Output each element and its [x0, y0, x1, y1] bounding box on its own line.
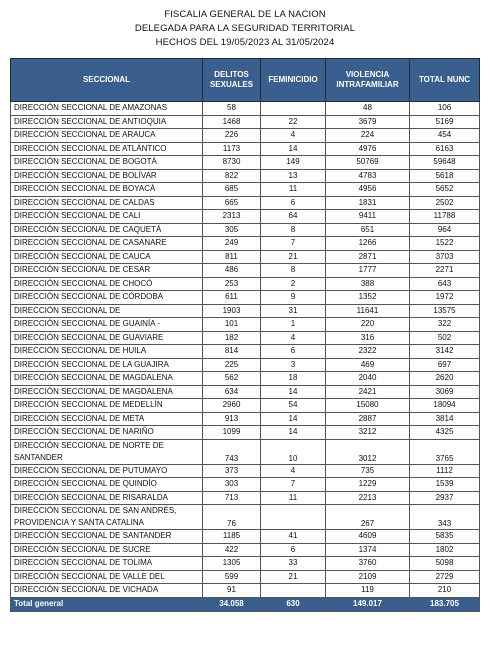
cell-feminicidio — [261, 584, 326, 598]
cell-total: 106 — [410, 102, 480, 116]
cell-total: 3142 — [410, 345, 480, 359]
cell-seccional: DIRECCIÓN SECCIONAL DE SAN ANDRÉS, PROVIDENCIA Y SANTA CATALINA — [11, 505, 203, 530]
table-row — [11, 223, 480, 237]
cell-total: 343 — [410, 505, 480, 530]
cell-violencia-intrafamiliar: 651 — [326, 223, 410, 237]
cell-delitos-sexuales: 2960 — [203, 399, 261, 413]
cell-feminicidio: 8 — [261, 223, 326, 237]
cell-delitos-sexuales: 1185 — [203, 530, 261, 544]
cell-violencia-intrafamiliar: 4956 — [326, 183, 410, 197]
table-row — [11, 372, 480, 386]
cell-seccional: DIRECCIÓN SECCIONAL DE MAGDALENA — [11, 372, 203, 386]
cell-seccional: DIRECCIÓN SECCIONAL DE HUILA — [11, 345, 203, 359]
cell-seccional: DIRECCIÓN SECCIONAL DE GUAVIARE — [11, 331, 203, 345]
cell-seccional: DIRECCIÓN SECCIONAL DE VALLE DEL — [11, 570, 203, 584]
cell-delitos-sexuales: 58 — [203, 102, 261, 116]
cell-delitos-sexuales: 814 — [203, 345, 261, 359]
table-row — [11, 102, 480, 116]
cell-seccional: DIRECCIÓN SECCIONAL DE CHOCÓ — [11, 277, 203, 291]
cell-total: 2502 — [410, 196, 480, 210]
total-violencia-intrafamiliar: 149.017 — [326, 597, 410, 611]
cell-violencia-intrafamiliar: 1352 — [326, 291, 410, 305]
column-header-violencia-intrafamiliar: VIOLENCIA INTRAFAMILIAR — [326, 59, 410, 102]
cell-violencia-intrafamiliar: 735 — [326, 464, 410, 478]
table-row — [11, 385, 480, 399]
table-row — [11, 304, 480, 318]
cell-seccional: DIRECCIÓN SECCIONAL DE VICHADA — [11, 584, 203, 598]
table-header-row — [11, 59, 480, 102]
cell-delitos-sexuales: 822 — [203, 169, 261, 183]
table-row — [11, 142, 480, 156]
cell-delitos-sexuales: 599 — [203, 570, 261, 584]
cell-delitos-sexuales: 8730 — [203, 156, 261, 170]
cell-delitos-sexuales: 422 — [203, 543, 261, 557]
cell-feminicidio: 21 — [261, 570, 326, 584]
cell-delitos-sexuales: 665 — [203, 196, 261, 210]
cell-feminicidio: 1 — [261, 318, 326, 332]
cell-total: 3703 — [410, 250, 480, 264]
cell-violencia-intrafamiliar: 15080 — [326, 399, 410, 413]
cell-violencia-intrafamiliar: 50769 — [326, 156, 410, 170]
cell-violencia-intrafamiliar: 3760 — [326, 557, 410, 571]
table-row — [11, 129, 480, 143]
cell-delitos-sexuales: 562 — [203, 372, 261, 386]
cell-delitos-sexuales: 1468 — [203, 115, 261, 129]
cell-total: 5652 — [410, 183, 480, 197]
cell-total: 3814 — [410, 412, 480, 426]
cell-violencia-intrafamiliar: 119 — [326, 584, 410, 598]
cell-total: 59648 — [410, 156, 480, 170]
cell-violencia-intrafamiliar: 9411 — [326, 210, 410, 224]
cell-seccional: DIRECCIÓN SECCIONAL DE BOYACÁ — [11, 183, 203, 197]
table-row — [11, 584, 480, 598]
cell-violencia-intrafamiliar: 1777 — [326, 264, 410, 278]
cell-total: 3765 — [410, 439, 480, 464]
header-line-1: FISCALIA GENERAL DE LA NACION — [164, 9, 326, 20]
cell-feminicidio: 6 — [261, 543, 326, 557]
cell-violencia-intrafamiliar: 224 — [326, 129, 410, 143]
cell-total: 5098 — [410, 557, 480, 571]
cell-delitos-sexuales: 1099 — [203, 426, 261, 440]
cell-feminicidio: 14 — [261, 412, 326, 426]
cell-total: 210 — [410, 584, 480, 598]
cell-seccional: DIRECCIÓN SECCIONAL DE MAGDALENA — [11, 385, 203, 399]
cell-seccional: DIRECCIÓN SECCIONAL DE — [11, 304, 203, 318]
table-row — [11, 264, 480, 278]
data-table — [10, 58, 480, 612]
cell-delitos-sexuales: 1903 — [203, 304, 261, 318]
table-row — [11, 478, 480, 492]
table-row — [11, 210, 480, 224]
cell-violencia-intrafamiliar: 220 — [326, 318, 410, 332]
cell-total: 1112 — [410, 464, 480, 478]
cell-seccional: DIRECCIÓN SECCIONAL DE LA GUAJIRA — [11, 358, 203, 372]
cell-feminicidio: 14 — [261, 426, 326, 440]
cell-feminicidio — [261, 102, 326, 116]
cell-delitos-sexuales: 253 — [203, 277, 261, 291]
cell-feminicidio: 11 — [261, 491, 326, 505]
header-line-2: DELEGADA PARA LA SEGURIDAD TERRITORIAL — [134, 23, 356, 34]
cell-seccional: DIRECCIÓN SECCIONAL DE AMAZONAS — [11, 102, 203, 116]
column-header-delitos-sexuales: DELITOS SEXUALES — [203, 59, 261, 102]
cell-feminicidio: 7 — [261, 237, 326, 251]
cell-violencia-intrafamiliar: 2887 — [326, 412, 410, 426]
cell-delitos-sexuales: 76 — [203, 505, 261, 530]
cell-feminicidio: 3 — [261, 358, 326, 372]
cell-total: 454 — [410, 129, 480, 143]
cell-seccional: DIRECCIÓN SECCIONAL DE CAQUETÁ — [11, 223, 203, 237]
cell-violencia-intrafamiliar: 1831 — [326, 196, 410, 210]
cell-seccional: DIRECCIÓN SECCIONAL DE QUINDÍO — [11, 478, 203, 492]
cell-delitos-sexuales: 303 — [203, 478, 261, 492]
cell-violencia-intrafamiliar: 1266 — [326, 237, 410, 251]
cell-feminicidio: 22 — [261, 115, 326, 129]
header-line-3: HECHOS DEL 19/05/2023 AL 31/05/2024 — [155, 37, 335, 48]
cell-violencia-intrafamiliar: 3212 — [326, 426, 410, 440]
cell-violencia-intrafamiliar: 267 — [326, 505, 410, 530]
cell-seccional: DIRECCIÓN SECCIONAL DE SANTANDER — [11, 530, 203, 544]
cell-total: 5169 — [410, 115, 480, 129]
cell-total: 322 — [410, 318, 480, 332]
cell-delitos-sexuales: 1173 — [203, 142, 261, 156]
cell-total: 697 — [410, 358, 480, 372]
cell-total: 1522 — [410, 237, 480, 251]
total-delitos-sexuales: 34.058 — [203, 597, 261, 611]
table-body — [11, 102, 480, 598]
cell-total: 5835 — [410, 530, 480, 544]
cell-seccional: DIRECCIÓN SECCIONAL DE GUAINÍA - — [11, 318, 203, 332]
column-header-feminicidio: FEMINICIDIO — [261, 59, 326, 102]
cell-seccional: DIRECCIÓN SECCIONAL DE SUCRE — [11, 543, 203, 557]
table-row — [11, 115, 480, 129]
table-row — [11, 412, 480, 426]
table-row — [11, 491, 480, 505]
cell-feminicidio: 33 — [261, 557, 326, 571]
cell-seccional: DIRECCIÓN SECCIONAL DE NARIÑO — [11, 426, 203, 440]
cell-total: 11788 — [410, 210, 480, 224]
table-row — [11, 277, 480, 291]
cell-total: 2729 — [410, 570, 480, 584]
cell-seccional: DIRECCIÓN SECCIONAL DE BOLÍVAR — [11, 169, 203, 183]
cell-delitos-sexuales: 373 — [203, 464, 261, 478]
cell-total: 2937 — [410, 491, 480, 505]
cell-total: 3069 — [410, 385, 480, 399]
cell-feminicidio: 8 — [261, 264, 326, 278]
total-label: Total general — [11, 597, 203, 611]
cell-delitos-sexuales: 743 — [203, 439, 261, 464]
table-row — [11, 543, 480, 557]
cell-feminicidio: 54 — [261, 399, 326, 413]
cell-feminicidio: 7 — [261, 478, 326, 492]
total-row — [11, 597, 480, 611]
cell-delitos-sexuales: 913 — [203, 412, 261, 426]
cell-violencia-intrafamiliar: 316 — [326, 331, 410, 345]
table-row — [11, 439, 480, 464]
cell-seccional: DIRECCIÓN SECCIONAL DE RISARALDA — [11, 491, 203, 505]
cell-delitos-sexuales: 713 — [203, 491, 261, 505]
cell-total: 18094 — [410, 399, 480, 413]
cell-violencia-intrafamiliar: 2109 — [326, 570, 410, 584]
cell-feminicidio: 13 — [261, 169, 326, 183]
cell-violencia-intrafamiliar: 3012 — [326, 439, 410, 464]
cell-violencia-intrafamiliar: 1229 — [326, 478, 410, 492]
cell-total: 4325 — [410, 426, 480, 440]
cell-total: 643 — [410, 277, 480, 291]
cell-feminicidio: 4 — [261, 129, 326, 143]
cell-seccional: DIRECCIÓN SECCIONAL DE CALDAS — [11, 196, 203, 210]
column-header-seccional: SECCIONAL — [11, 59, 203, 102]
column-header-total: TOTAL NUNC — [410, 59, 480, 102]
table-row — [11, 464, 480, 478]
cell-violencia-intrafamiliar: 2040 — [326, 372, 410, 386]
cell-delitos-sexuales: 685 — [203, 183, 261, 197]
cell-delitos-sexuales: 2313 — [203, 210, 261, 224]
cell-total: 964 — [410, 223, 480, 237]
cell-violencia-intrafamiliar: 4976 — [326, 142, 410, 156]
cell-total: 13575 — [410, 304, 480, 318]
cell-seccional: DIRECCIÓN SECCIONAL DE CAUCA — [11, 250, 203, 264]
cell-seccional: DIRECCIÓN SECCIONAL DE NORTE DE SANTANDER — [11, 439, 203, 464]
cell-violencia-intrafamiliar: 469 — [326, 358, 410, 372]
cell-violencia-intrafamiliar: 4783 — [326, 169, 410, 183]
cell-total: 1972 — [410, 291, 480, 305]
cell-violencia-intrafamiliar: 48 — [326, 102, 410, 116]
cell-feminicidio: 149 — [261, 156, 326, 170]
cell-delitos-sexuales: 101 — [203, 318, 261, 332]
table-row — [11, 156, 480, 170]
cell-feminicidio: 10 — [261, 439, 326, 464]
table-row — [11, 237, 480, 251]
table-row — [11, 331, 480, 345]
cell-feminicidio: 6 — [261, 345, 326, 359]
cell-total: 2271 — [410, 264, 480, 278]
cell-feminicidio: 11 — [261, 183, 326, 197]
cell-seccional: DIRECCIÓN SECCIONAL DE ATLÁNTICO — [11, 142, 203, 156]
cell-seccional: DIRECCIÓN SECCIONAL DE CESAR — [11, 264, 203, 278]
document-header — [0, 0, 490, 50]
cell-delitos-sexuales: 226 — [203, 129, 261, 143]
cell-feminicidio: 6 — [261, 196, 326, 210]
cell-seccional: DIRECCIÓN SECCIONAL DE PUTUMAYO — [11, 464, 203, 478]
cell-total: 5618 — [410, 169, 480, 183]
table-row — [11, 530, 480, 544]
cell-seccional: DIRECCIÓN SECCIONAL DE TOLIMA — [11, 557, 203, 571]
table-row — [11, 399, 480, 413]
cell-feminicidio: 41 — [261, 530, 326, 544]
cell-feminicidio: 64 — [261, 210, 326, 224]
cell-total: 2620 — [410, 372, 480, 386]
cell-feminicidio: 14 — [261, 385, 326, 399]
table-row — [11, 570, 480, 584]
table-row — [11, 345, 480, 359]
cell-violencia-intrafamiliar: 11641 — [326, 304, 410, 318]
cell-violencia-intrafamiliar: 2421 — [326, 385, 410, 399]
cell-delitos-sexuales: 1305 — [203, 557, 261, 571]
cell-seccional: DIRECCIÓN SECCIONAL DE ANTIOQUIA — [11, 115, 203, 129]
table-row — [11, 183, 480, 197]
cell-delitos-sexuales: 634 — [203, 385, 261, 399]
cell-violencia-intrafamiliar: 388 — [326, 277, 410, 291]
cell-total: 6163 — [410, 142, 480, 156]
cell-violencia-intrafamiliar: 3679 — [326, 115, 410, 129]
cell-delitos-sexuales: 225 — [203, 358, 261, 372]
total-total: 183.705 — [410, 597, 480, 611]
cell-seccional: DIRECCIÓN SECCIONAL DE CASANARE — [11, 237, 203, 251]
cell-feminicidio: 18 — [261, 372, 326, 386]
table-row — [11, 426, 480, 440]
cell-delitos-sexuales: 249 — [203, 237, 261, 251]
cell-feminicidio: 4 — [261, 464, 326, 478]
cell-total: 1539 — [410, 478, 480, 492]
cell-feminicidio: 21 — [261, 250, 326, 264]
cell-delitos-sexuales: 91 — [203, 584, 261, 598]
cell-seccional: DIRECCIÓN SECCIONAL DE CÓRDOBA — [11, 291, 203, 305]
cell-delitos-sexuales: 811 — [203, 250, 261, 264]
cell-feminicidio — [261, 505, 326, 530]
cell-feminicidio: 14 — [261, 142, 326, 156]
cell-delitos-sexuales: 305 — [203, 223, 261, 237]
cell-seccional: DIRECCIÓN SECCIONAL DE ARAUCA — [11, 129, 203, 143]
cell-feminicidio: 4 — [261, 331, 326, 345]
cell-total: 1802 — [410, 543, 480, 557]
table-row — [11, 250, 480, 264]
cell-seccional: DIRECCIÓN SECCIONAL DE META — [11, 412, 203, 426]
cell-feminicidio: 31 — [261, 304, 326, 318]
table-row — [11, 358, 480, 372]
total-feminicidio: 630 — [261, 597, 326, 611]
cell-total: 502 — [410, 331, 480, 345]
table-row — [11, 318, 480, 332]
cell-seccional: DIRECCIÓN SECCIONAL DE BOGOTÁ — [11, 156, 203, 170]
cell-violencia-intrafamiliar: 4609 — [326, 530, 410, 544]
cell-delitos-sexuales: 611 — [203, 291, 261, 305]
table-row — [11, 196, 480, 210]
cell-feminicidio: 9 — [261, 291, 326, 305]
cell-violencia-intrafamiliar: 2213 — [326, 491, 410, 505]
cell-delitos-sexuales: 182 — [203, 331, 261, 345]
table-row — [11, 291, 480, 305]
cell-delitos-sexuales: 486 — [203, 264, 261, 278]
table-row — [11, 169, 480, 183]
cell-seccional: DIRECCIÓN SECCIONAL DE CALI — [11, 210, 203, 224]
cell-violencia-intrafamiliar: 2871 — [326, 250, 410, 264]
cell-violencia-intrafamiliar: 2322 — [326, 345, 410, 359]
cell-feminicidio: 2 — [261, 277, 326, 291]
table-row — [11, 505, 480, 530]
cell-seccional: DIRECCIÓN SECCIONAL DE MEDELLÍN — [11, 399, 203, 413]
table-row — [11, 557, 480, 571]
cell-violencia-intrafamiliar: 1374 — [326, 543, 410, 557]
